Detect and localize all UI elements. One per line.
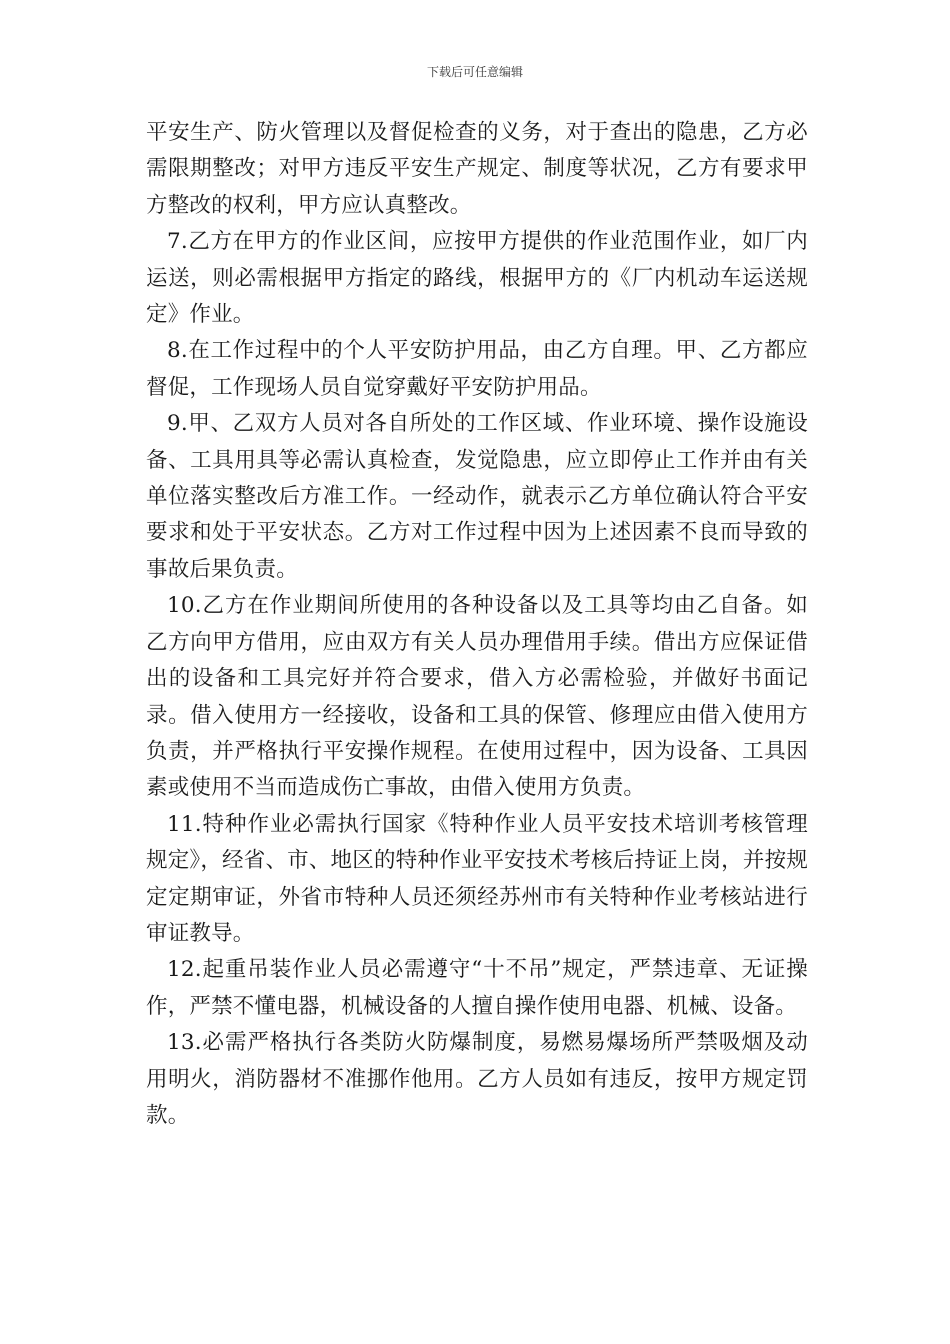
clause-9: 9.甲、乙双方人员对各自所处的工作区域、作业环境、操作设施设备、工具用具等必需认真检查，发觉隐患，应立即停止工作并由有关单位落实整改后方准工作。一经动作，就表示乙方单位确认符合平安要求和处于平安状态。乙方对工作过程中因为上述因素不良而导致的事故后果负责。 bbox=[146, 411, 808, 582]
clause-7: 7.乙方在甲方的作业区间，应按甲方提供的作业范围作业，如厂内运送，则必需根据甲方指定的路线，根据甲方的《厂内机动车运送规定》作业。 bbox=[146, 229, 808, 328]
clause-12: 12.起重吊装作业人员必需遵守“十不吊”规定，严禁违章、无证操作，严禁不懂电器，机械设备的人擅自操作使用电器、机械、设备。 bbox=[146, 957, 808, 1019]
clause-13: 13.必需严格执行各类防火防爆制度，易燃易爆场所严禁吸烟及动用明火，消防器材不准挪作他用。乙方人员如有违反，按甲方规定罚款。 bbox=[146, 1030, 808, 1128]
clause-8: 8.在工作过程中的个人平安防护用品，由乙方自理。甲、乙方都应督促，工作现场人员自觉穿戴好平安防护用品。 bbox=[146, 338, 808, 400]
page-header-note: 下载后可任意编辑 bbox=[426, 65, 523, 79]
clause-11: 11.特种作业必需执行国家《特种作业人员平安技术培训考核管理规定》，经省、市、地区的特种作业平安技术考核后持证上岗，并按规定定期审证，外省市特种人员还须经苏州市有关特种作业考核站进行审证教导。 bbox=[146, 811, 808, 946]
clause-10: 10.乙方在作业期间所使用的各种设备以及工具等均由乙自备。如乙方向甲方借用，应由双方有关人员办理借用手续。借出方应保证借出的设备和工具完好并符合要求，借入方必需检验，并做好书面记录。借入使用方一经接收，设备和工具的保管、修理应由借入使用方负责，并严格执行平安操作规程。在使用过程中，因为设备、工具因素或使用不当而造成伤亡事故，由借入使用方负责。 bbox=[146, 593, 808, 801]
document-body bbox=[146, 115, 808, 1134]
paragraph-continuation: 平安生产、防火管理以及督促检查的义务，对于查出的隐患，乙方必需限期整改；对甲方违反平安生产规定、制度等状况，乙方有要求甲方整改的权利，甲方应认真整改。 bbox=[146, 120, 808, 218]
